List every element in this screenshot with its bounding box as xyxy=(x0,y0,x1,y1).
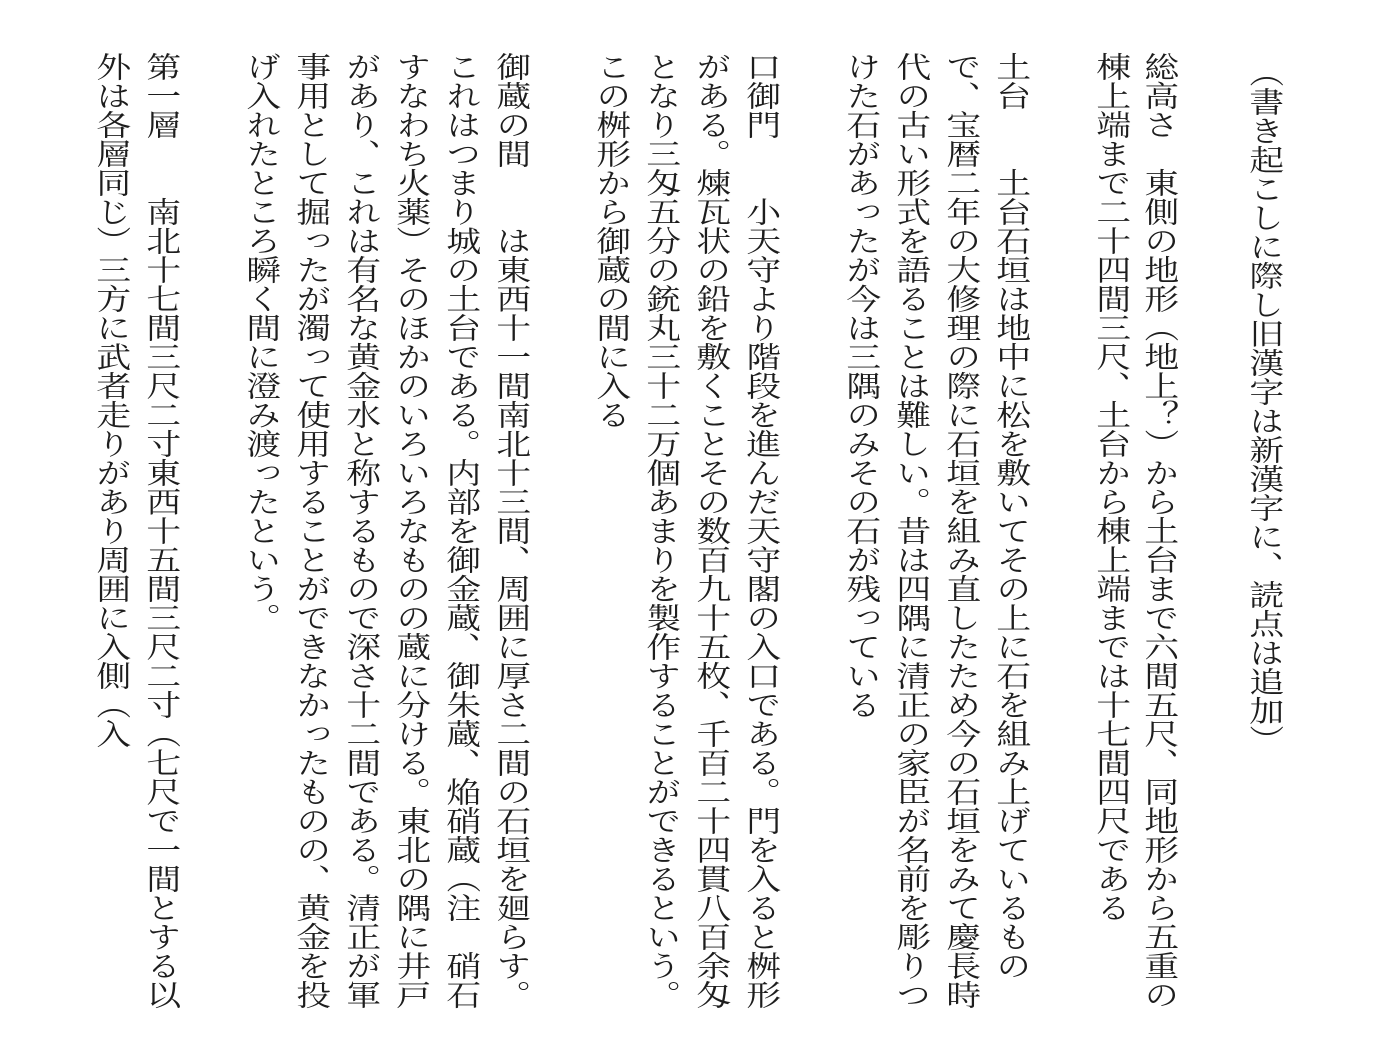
text-column xyxy=(138,52,186,1009)
section-heading: 口御門 xyxy=(741,52,783,139)
text-column xyxy=(488,52,536,1009)
text-line: 代の古い形式を語ることは難しい。昔は四隅に清正の家臣が名前を彫りつ xyxy=(891,52,933,1009)
text-line: 外は各層同じ）三方に武者走りがあり周囲に入側（入 xyxy=(91,52,133,748)
section-heading: 総高さ xyxy=(1139,52,1181,139)
transcription-note: （書き起こしに際し旧漢字は新漢字に、読点は追加） xyxy=(1244,58,1286,754)
section-heading: 御蔵の間 xyxy=(491,52,533,168)
text-line: 土台石垣は地中に松を敷いてその上に石を組み上げているもの xyxy=(991,168,1033,980)
text-line: は東西十一間南北十三間、周囲に厚さ二間の石垣を廻らす。 xyxy=(491,226,533,1009)
text-line: 事用として掘ったが濁って使用することができなかったものの、黄金を投 xyxy=(291,52,333,1009)
text-line: 東側の地形（地上？）から土台まで六間五尺、同地形から五重の xyxy=(1139,168,1181,1009)
text-line: で、宝暦二年の大修理の際に石垣を組み直したため今の石垣をみて慶長時 xyxy=(941,52,983,1009)
text-line: この桝形から御蔵の間に入る xyxy=(591,52,633,429)
section-heading: 土台 xyxy=(991,52,1033,110)
text-line: があり、これは有名な黄金水と称するもので深さ十二間である。清正が軍 xyxy=(341,52,383,1009)
text-line: がある。煉瓦状の鉛を敷くことその数百九十五枚、千百二十四貫八百余匁 xyxy=(691,52,733,1009)
text-line: これはつまり城の土台である。内部を御金蔵、御朱蔵、焔硝蔵（注 硝石 xyxy=(441,52,483,1009)
section-heading: 第一層 xyxy=(141,52,183,139)
text-line: けた石があったが今は三隅のみその石が残っている xyxy=(841,52,883,719)
text-line: 棟上端まで二十四間三尺、土台から棟上端までは十七間四尺である xyxy=(1091,52,1133,922)
text-column xyxy=(738,52,786,1009)
text-line: となり三匁五分の銃丸三十二万個あまりを製作することができるという。 xyxy=(641,52,683,1009)
text-column xyxy=(988,52,1036,980)
text-line: すなわち火薬）そのほかのいろいろなものの蔵に分ける。東北の隅に井戸 xyxy=(391,52,433,1009)
text-column xyxy=(1136,52,1184,1009)
text-line: 南北十七間三尺二寸東西十五間三尺二寸（七尺で一間とする以 xyxy=(141,197,183,1009)
text-line: 小天守より階段を進んだ天守閣の入口である。門を入ると桝形 xyxy=(741,197,783,1009)
text-line: げ入れたところ瞬く間に澄み渡ったという。 xyxy=(241,52,283,632)
